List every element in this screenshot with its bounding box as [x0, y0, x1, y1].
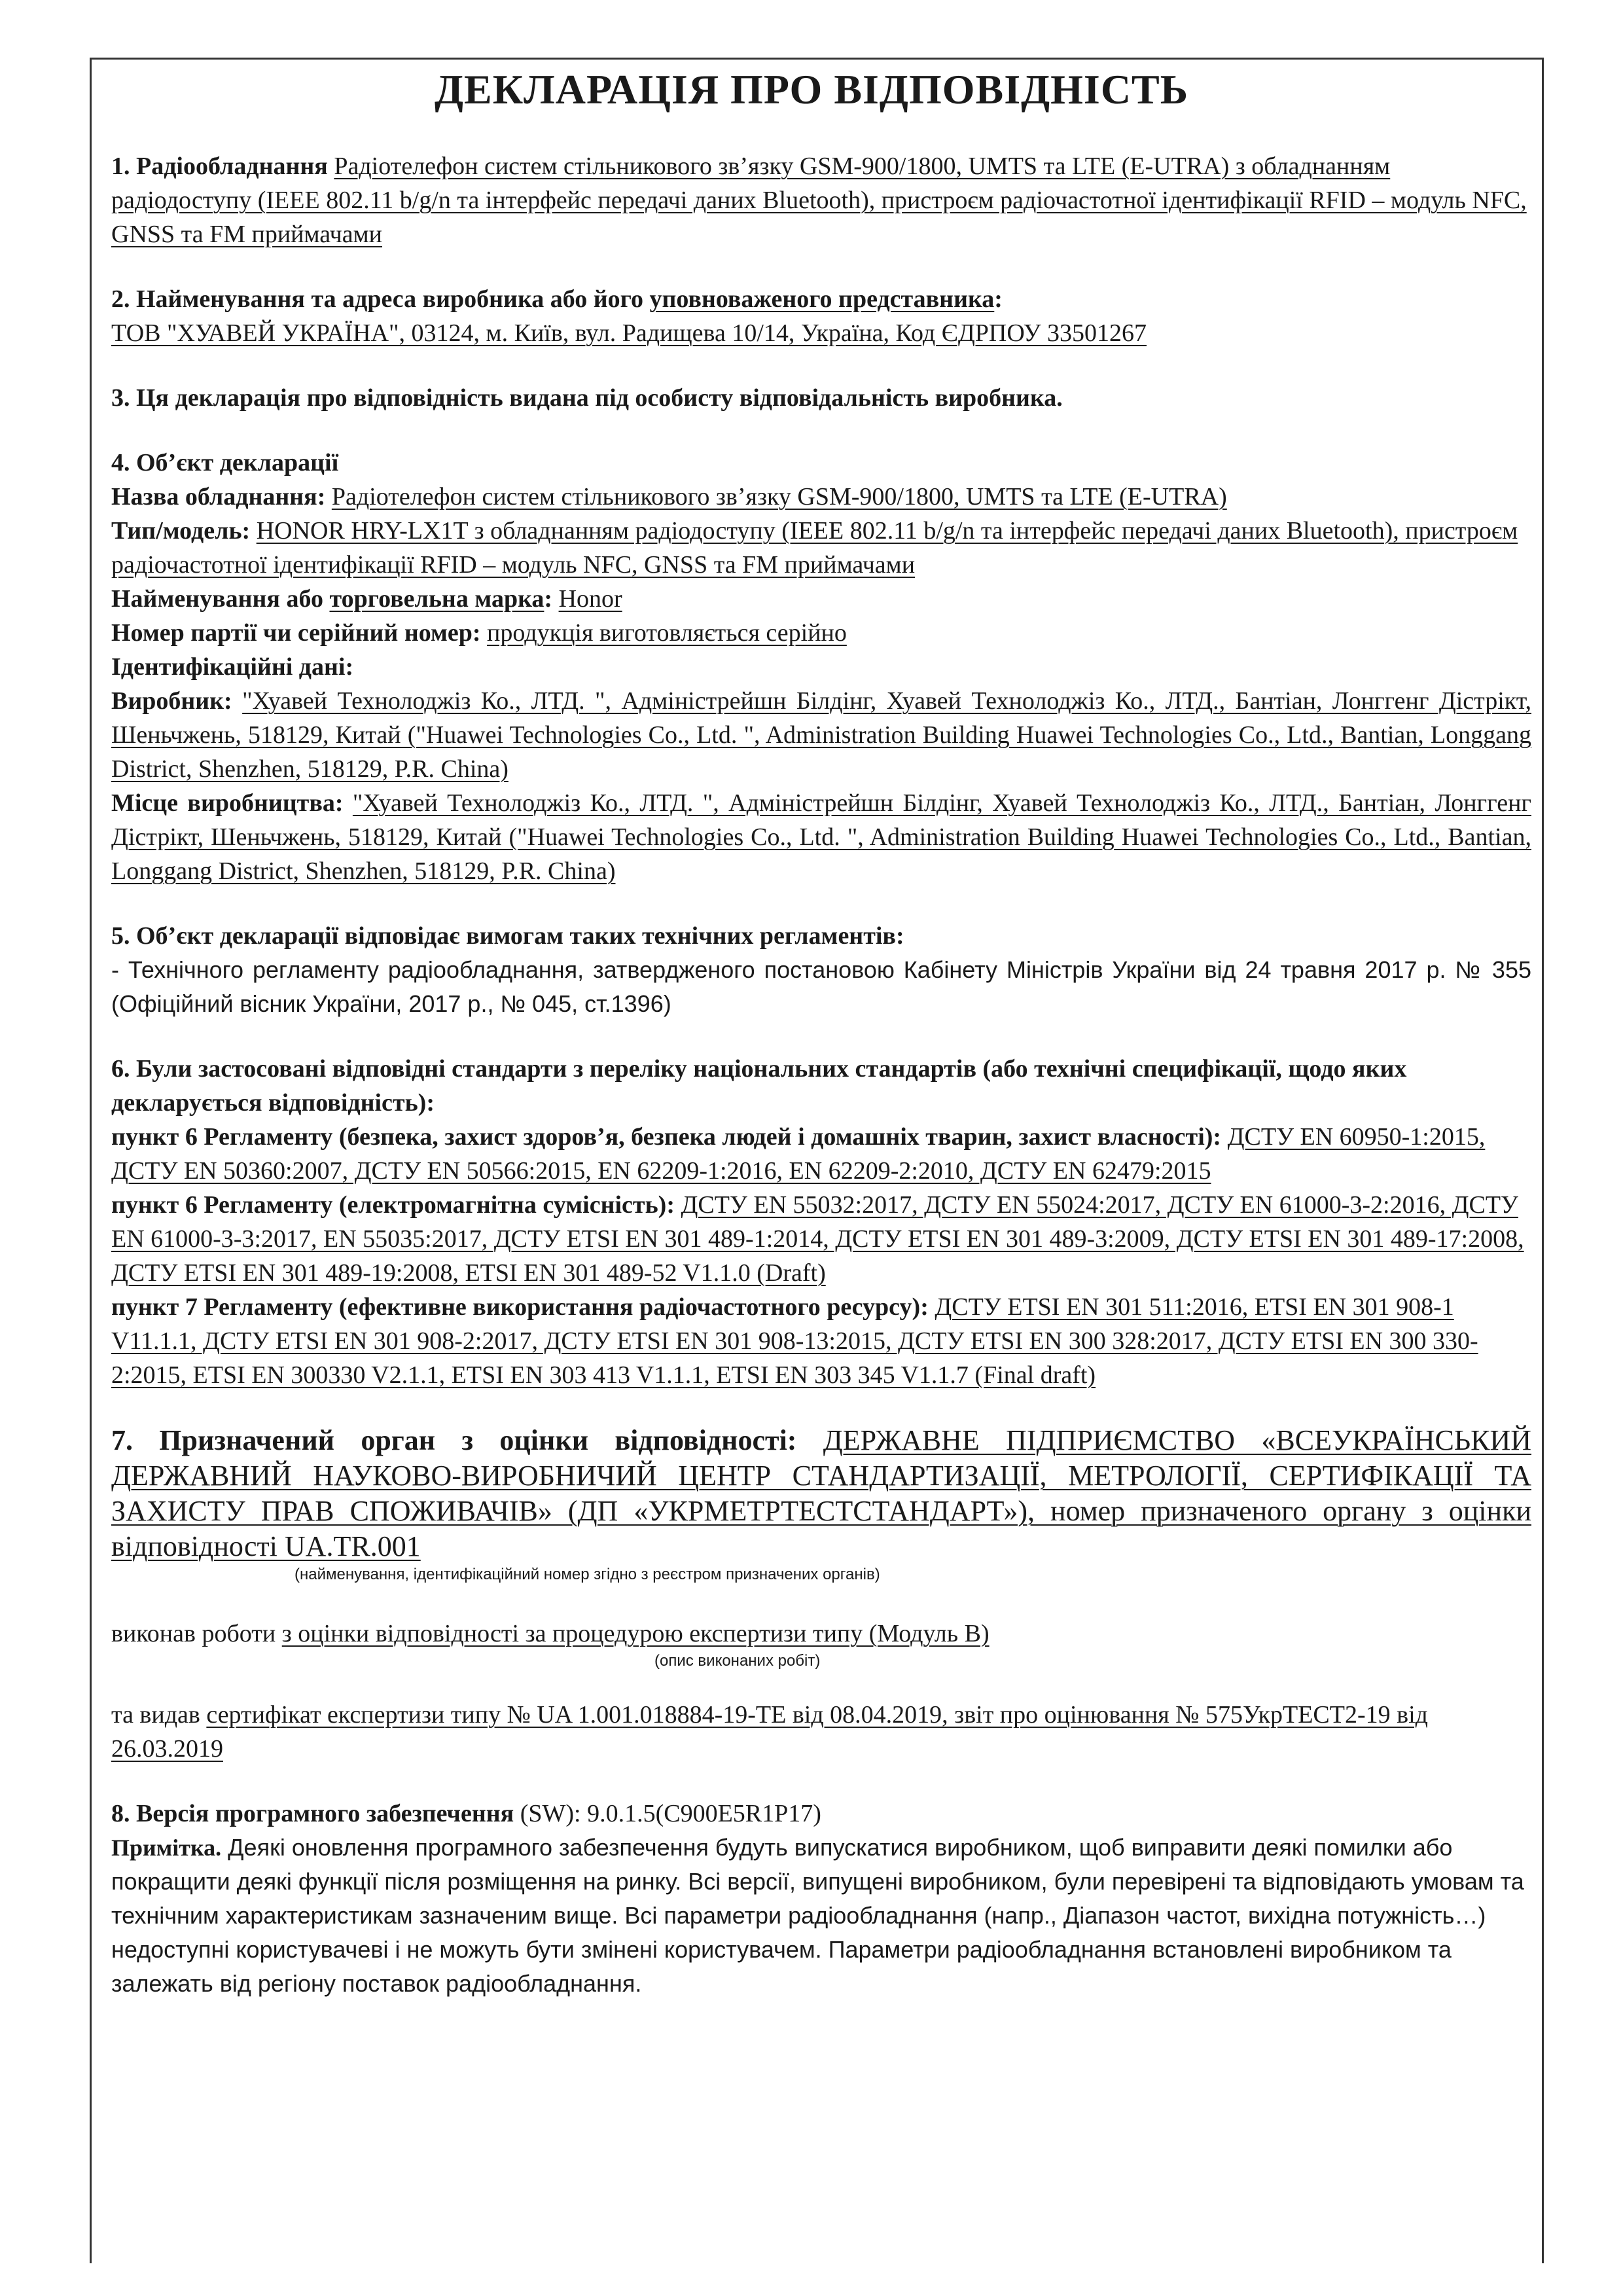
notified-body-caption: (найменування, ідентифікаційний номер згідно з реєстром призначених органів): [294, 1566, 880, 1583]
manufacturer-label: Виробник:: [111, 687, 232, 715]
batch-value: продукція виготовляється серійно: [487, 619, 847, 647]
standards-emc-row: [111, 1188, 1531, 1290]
standards-emc-value: ДСТУ EN 55032:2017, ДСТУ EN 55024:2017, ДСТУ EN 61000-3-2:2016, ДСТУ EN 61000-3-3:2017, EN 55035:2017, ДСТУ ETSI EN 301 489-1:2014, ДСТУ ETSI EN 301 489-3:2009, ДСТУ ETSI EN 301 489-17:2008, ДСТУ ETSI EN 301 489-19:2008, ETSI EN 301 489-52 V1.1.0 (Draft): [111, 1191, 1524, 1287]
work-prefix: виконав роботи: [111, 1620, 282, 1647]
notified-body-row: [111, 1423, 1531, 1564]
section-1: [111, 149, 1531, 251]
equipment-name-label: Назва обладнання:: [111, 483, 326, 511]
notified-body-label: 7. Призначений орган з оцінки відповідності:: [111, 1424, 797, 1456]
section-2-label-underlined: уповноваженого представника: [649, 285, 995, 313]
production-place-label: Місце виробництва:: [111, 789, 344, 817]
software-version-value: (SW): 9.0.1.5(C900E5R1P17): [514, 1800, 821, 1827]
section-5-heading: 5. Об’єкт декларації відповідає вимогам таких технічних регламентів:: [111, 922, 904, 950]
section-3: 3. Ця декларація про відповідність видана під особисту відповідальність виробника.: [111, 384, 1063, 412]
type-model-value: HONOR HRY-LX1T з обладнанням радіодоступу (IEEE 802.11 b/g/n та інтерфейс передачі даних Bluetooth), пристроєм радіочастотної ідентифікації RFID – модуль NFC, GNSS та FM приймачами: [111, 517, 1518, 579]
section-8: [111, 1797, 1531, 2001]
section-7: [111, 1423, 1531, 1766]
identification-label: Ідентифікаційні дані:: [111, 653, 354, 681]
work-row: [111, 1617, 1531, 1651]
note-label: Примітка.: [111, 1835, 222, 1861]
type-model-row: [111, 514, 1531, 582]
standards-safety-row: [111, 1120, 1531, 1188]
section-5-text: - Технічного регламенту радіообладнання, затвердженого постановою Кабінету Міністрів України від 24 травня 2017 р. № 355 (Офіційний вісник України, 2017 р., № 045, ст.1396): [111, 956, 1531, 1017]
section-6-heading: 6. Були застосовані відповідні стандарти з переліку національних стандартів (або технічні специфікації, щодо яких декларується відповідність):: [111, 1055, 1407, 1117]
issued-row: [111, 1698, 1531, 1766]
batch-label: Номер партії чи серійний номер:: [111, 619, 481, 647]
section-4-heading: 4. Об’єкт декларації: [111, 449, 339, 476]
standards-radio-label: пункт 7 Регламенту (ефективне використання радіочастотного ресурсу):: [111, 1293, 929, 1321]
batch-row: [111, 616, 1531, 650]
section-2-value: ТОВ "ХУАВЕЙ УКРАЇНА", 03124, м. Київ, вул. Радищева 10/14, Україна, Код ЄДРПОУ 33501267: [111, 319, 1147, 347]
software-version-label: 8. Версія програмного забезпечення: [111, 1800, 514, 1827]
equipment-name-value: Радіотелефон систем стільникового зв’язку GSM-900/1800, UMTS та LTE (E-UTRA): [331, 483, 1227, 511]
work-caption: (опис виконаних робіт): [654, 1652, 821, 1670]
production-place-value: "Хуавей Технолоджіз Ко., ЛТД. ", Адміністрейшн Білдінг, Хуавей Технолоджіз Ко., ЛТД., Бантіан, Лонггенг Дістрікт, Шеньчжень, 518129, Китай ("Huawei Technologies Co., Ltd. ", Administration Building Huawei Technologies Co., Ltd., Bantian, Longgang District, Shenzhen, 518129, P.R. China): [111, 789, 1531, 885]
brand-row: [111, 582, 1531, 616]
document-body: [111, 149, 1531, 2032]
brand-label: Найменування або: [111, 585, 330, 613]
note-row: [111, 1831, 1531, 2001]
section-5: [111, 919, 1531, 1021]
work-value: з оцінки відповідності за процедурою експертизи типу (Модуль В): [281, 1620, 990, 1647]
manufacturer-row: [111, 684, 1531, 786]
production-place-row: [111, 786, 1531, 888]
standards-safety-value: ДСТУ EN 60950-1:2015, ДСТУ EN 50360:2007, ДСТУ EN 50566:2015, EN 62209-1:2016, EN 62209-2:2010, ДСТУ EN 62479:2015: [111, 1123, 1486, 1185]
issued-value: сертифікат експертизи типу № UA 1.001.018884-19-TE від 08.04.2019, звіт про оцінювання № 575УкрТЕСТ2-19 від 26.03.2019: [111, 1701, 1428, 1763]
notified-body-value: ДЕРЖАВНЕ ПІДПРИЄМСТВО «ВСЕУКРАЇНСЬКИЙ ДЕРЖАВНИЙ НАУКОВО-ВИРОБНИЧИЙ ЦЕНТР СТАНДАРТИЗАЦІЇ, МЕТРОЛОГІЇ, СЕРТИФІКАЦІЇ ТА ЗАХИСТУ ПРАВ СПОЖИВАЧІВ» (ДП «УКРМЕТРТЕСТСТАНДАРТ»), номер призначеного органу з оцінки відповідності UA.TR.001: [111, 1424, 1532, 1562]
section-6: [111, 1052, 1531, 1392]
standards-radio-value: ДСТУ ETSI EN 301 511:2016, ETSI EN 301 908-1 V11.1.1, ДСТУ ETSI EN 301 908-2:2017, ДСТУ ETSI EN 301 908-13:2015, ДСТУ ETSI EN 300 328:2017, ДСТУ ETSI EN 300 330-2:2015, ETSI EN 300330 V2.1.1, ETSI EN 303 413 V1.1.1, ETSI EN 303 345 V1.1.7 (Final draft): [111, 1293, 1478, 1389]
equipment-name-row: [111, 480, 1531, 514]
standards-emc-label: пункт 6 Регламенту (електромагнітна сумісність):: [111, 1191, 675, 1219]
brand-label-underlined: торговельна марка: [329, 585, 544, 613]
section-1-label: 1. Радіообладнання: [111, 152, 328, 180]
software-version-row: [111, 1797, 1531, 1831]
section-4: [111, 446, 1531, 888]
document-title: ДЕКЛАРАЦІЯ ПРО ВІДПОВІДНІСТЬ: [434, 66, 1189, 113]
type-model-label: Тип/модель:: [111, 517, 251, 545]
note-text: Деякі оновлення програмного забезпечення будуть випускатися виробником, щоб виправити деякі помилки або покращити деякі функції після розміщення на ринку. Всі версії, випущені виробником, були перевірені та відповідають умовам та технічним характеристикам зазначеним вище. Всі параметри радіообладнання (напр., Діапазон частот, вихідна потужність…) недоступні користувачеві і не можуть бути змінені користувачем. Параметри радіообладнання встановлені виробником та залежать від регіону поставок радіообладнання.: [111, 1834, 1524, 1997]
standards-safety-label: пункт 6 Регламенту (безпека, захист здоров’я, безпека людей і домашніх тварин, захист власності):: [111, 1123, 1222, 1151]
section-2-colon: :: [994, 285, 1003, 313]
section-1-value: Радіотелефон систем стільникового зв’язку GSM-900/1800, UMTS та LTE (E-UTRA) з обладнанням радіодоступу (IEEE 802.11 b/g/n та інтерфейс передачі даних Bluetooth), пристроєм радіочастотної ідентифікації RFID – модуль NFC, GNSS та FM приймачами: [111, 152, 1527, 248]
brand-colon: :: [544, 585, 553, 613]
standards-radio-row: [111, 1290, 1531, 1392]
brand-value: Honor: [558, 585, 622, 613]
section-2: [111, 282, 1531, 350]
section-2-label: 2. Найменування та адреса виробника або його: [111, 285, 650, 313]
issued-prefix: та видав: [111, 1701, 207, 1729]
manufacturer-value: "Хуавей Технолоджіз Ко., ЛТД. ", Адміністрейшн Білдінг, Хуавей Технолоджіз Ко., ЛТД., Бантіан, Лонггенг Дістрікт, Шеньчжень, 518129, Китай ("Huawei Technologies Co., Ltd. ", Administration Building Huawei Technologies Co., Ltd., Bantian, Longgang District, Shenzhen, 518129, P.R. China): [111, 687, 1532, 783]
